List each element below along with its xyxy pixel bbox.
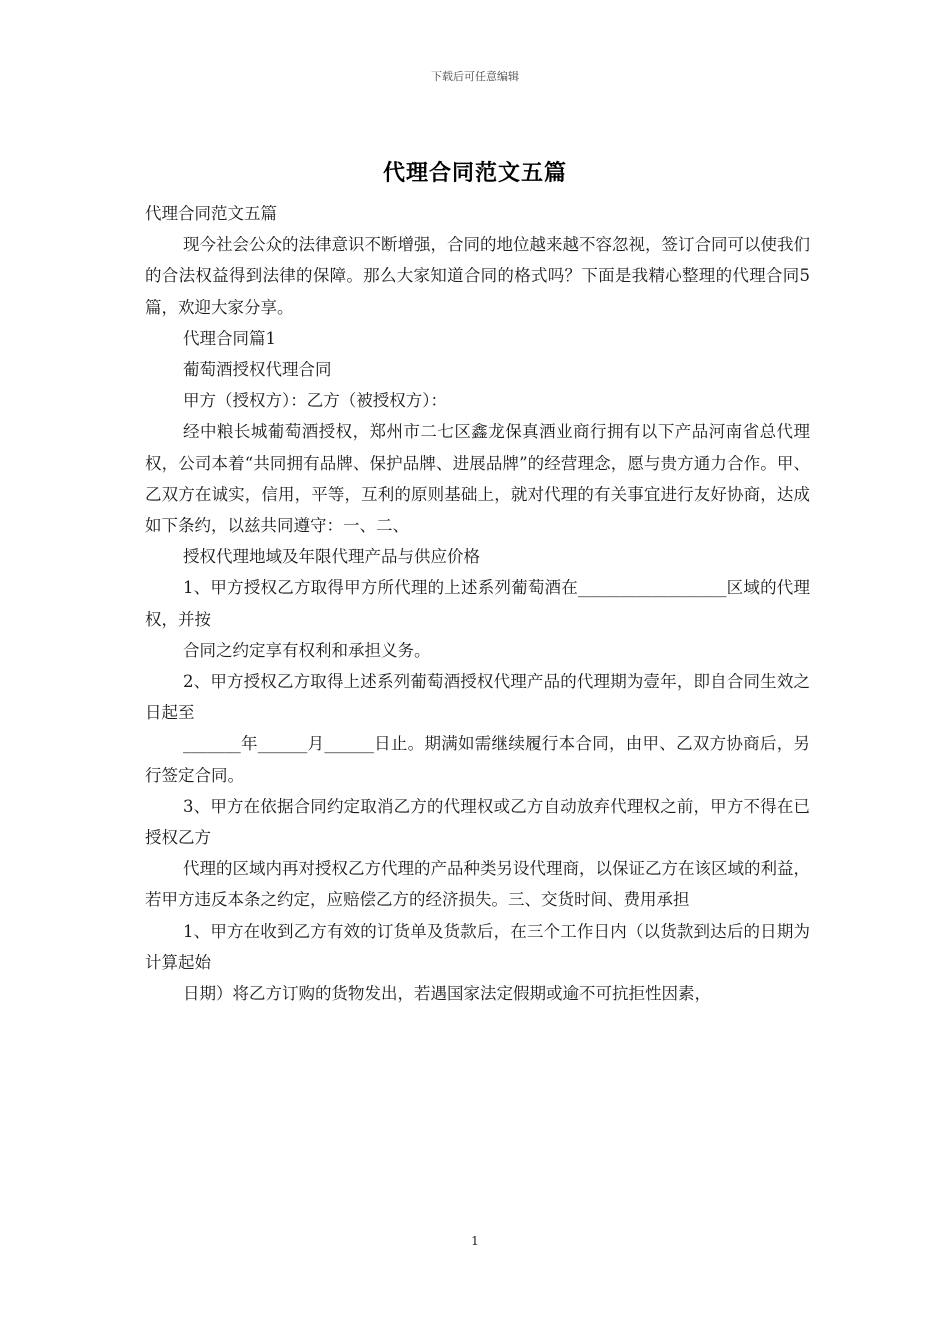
section-heading: 代理合同篇1 [183,328,276,348]
header-note: 下载后可任意编辑 [431,70,519,83]
document-title: 代理合同范文五篇 [382,160,567,186]
clause-paragraph: 2、甲方授权乙方取得上述系列葡萄酒授权代理产品的代理期为壹年，即自合同生效之日起至 [145,672,810,723]
intro-paragraph: 现今社会公众的法律意识不断增强，合同的地位越来越不容忽视，签订合同可以使我们的合法权益得到法律的保障。那么大家知道合同的格式吗？下面是我精心整理的代理合同5篇，欢迎大家分享。 [145,235,810,317]
clause-paragraph: 1、甲方在收到乙方有效的订货单及货款后，在三个工作日内（以货款到达后的日期为计算起始 [145,921,810,972]
clause-paragraph: 日期）将乙方订购的货物发出，若遇国家法定假期或逾不可抗拒性因素， [183,984,711,1004]
clause-paragraph: 3、甲方在依据合同约定取消乙方的代理权或乙方自动放弃代理权之前，甲方不得在已授权乙方 [145,796,810,848]
clause-heading: 授权代理地域及年限代理产品与供应价格 [183,547,480,567]
page-number: 1 [471,1234,479,1248]
preamble-paragraph: 经中粮长城葡萄酒授权，郑州市二七区鑫龙保真酒业商行拥有以下产品河南省总代理权，公司本着“共同拥有品牌、保护品牌、进展品牌”的经营理念，愿与贵方通力合作。甲、乙双方在诚实，信用，平等，互利的原则基础上，就对代理的有关事宜进行友好协商，达成如下条约，以兹共同遵守：一、二、 [145,422,810,536]
clause-paragraph: 代理的区域内再对授权乙方代理的产品种类另设代理商，以保证乙方在该区域的利益，若甲方违反本条之约定，应赔偿乙方的经济损失。三、交货时间、费用承担 [145,859,810,910]
contract-name: 葡萄酒授权代理合同 [183,360,332,380]
document-body [145,198,810,1009]
parties-line: 甲方（授权方）：乙方（被授权方）： [183,391,447,411]
clause-paragraph: 合同之约定享有权利和承担义务。 [183,640,431,660]
clause-paragraph: 1、甲方授权乙方取得甲方所代理的上述系列葡萄酒在__________________区域的代理权，并按 [145,578,810,629]
subtitle-line: 代理合同范文五篇 [145,204,277,223]
clause-paragraph: _______年______月______日止。期满如需继续履行本合同，由甲、乙双方协商后，另行签定合同。 [145,734,810,785]
